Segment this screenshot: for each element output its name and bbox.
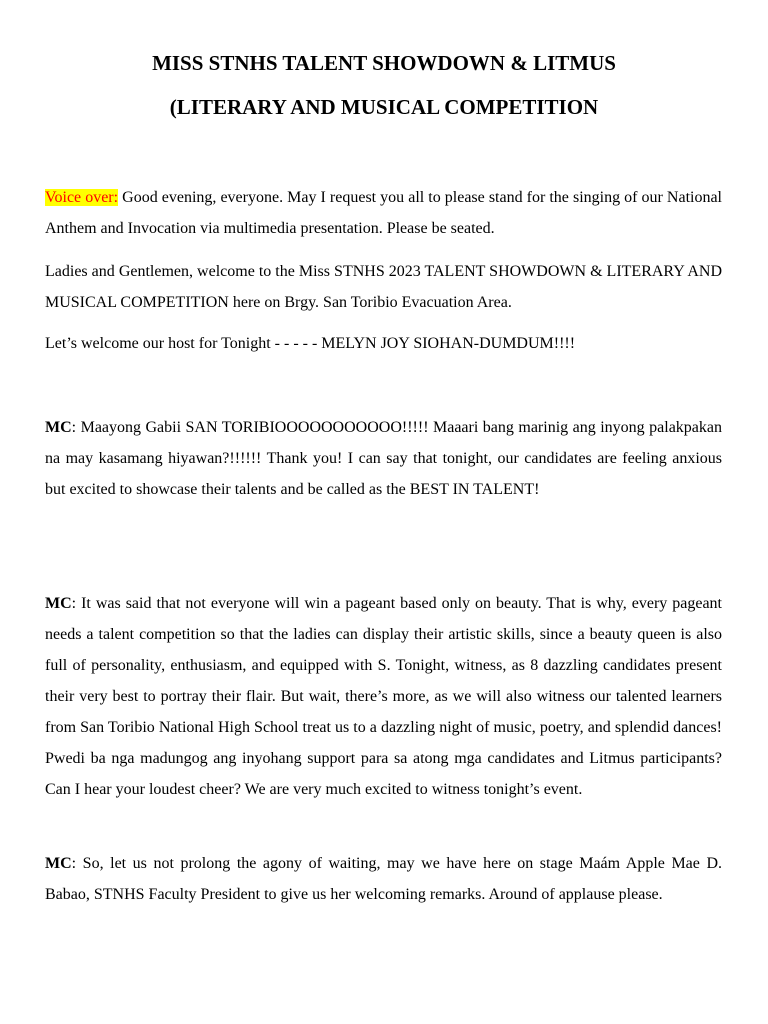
speaker-label-mc: MC <box>45 595 72 612</box>
voice-over-label: Voice over: <box>45 189 119 206</box>
paragraph-welcome <box>45 256 722 318</box>
paragraph-text: Ladies and Gentlemen, welcome to the Miss STNHS 2023 TALENT SHOWDOWN & LITERARY AND MUSICAL COMPETITION here on Brgy. San Toribio Evacuation Area. <box>45 263 722 311</box>
paragraph-text: Good evening, everyone. May I request you all to please stand for the singing of our National Anthem and Invocation via multimedia presentation. Please be seated. <box>45 189 723 237</box>
paragraph-text: : So, let us not prolong the agony of waiting, may we have here on stage Maám Apple Mae D. Babao, STNHS Faculty President to give us her welcoming remarks. Around of applause please. <box>45 855 722 903</box>
document-title-line-1: MISS STNHS TALENT SHOWDOWN & LITMUS <box>152 51 616 75</box>
paragraph-mc-remarks <box>45 848 722 910</box>
paragraph-text: : Maayong Gabii SAN TORIBIOOOOOOOOOOO!!!!! Maaari bang marinig ang inyong palakpakan na may kasamang hiyawan?!!!!!! Thank you! I can say that tonight, our candidates are feeling anxious but excited to showcase their talents and be called as the BEST IN TALENT! <box>45 419 722 498</box>
paragraph-text: Let’s welcome our host for Tonight - - - - - MELYN JOY SIOHAN-DUMDUM!!!! <box>45 335 576 352</box>
document-title-line-2: (LITERARY AND MUSICAL COMPETITION <box>169 95 599 119</box>
paragraph-host-intro <box>45 328 722 359</box>
speaker-label-mc: MC <box>45 419 72 436</box>
paragraph-mc-greeting <box>45 412 722 505</box>
speaker-label-mc: MC <box>45 855 72 872</box>
paragraph-mc-talent <box>45 588 722 805</box>
paragraph-text: : It was said that not everyone will win a pageant based only on beauty. That is why, every pageant needs a talent competition so that the ladies can display their artistic skills, since a beauty queen is also full of personality, enthusiasm, and equipped with S. Tonight, witness, as 8 dazzling candidates present their very best to portray their flair. But wait, there’s more, as we will also witness our talented learners from San Toribio National High School treat us to a dazzling night of music, poetry, and splendid dances! Pwedi ba nga madungog ang inyohang support para sa atong mga candidates and Litmus participants? Can I hear your loudest cheer? We are very much excited to witness tonight’s event. <box>45 595 722 798</box>
paragraph-voice-over <box>45 182 722 244</box>
